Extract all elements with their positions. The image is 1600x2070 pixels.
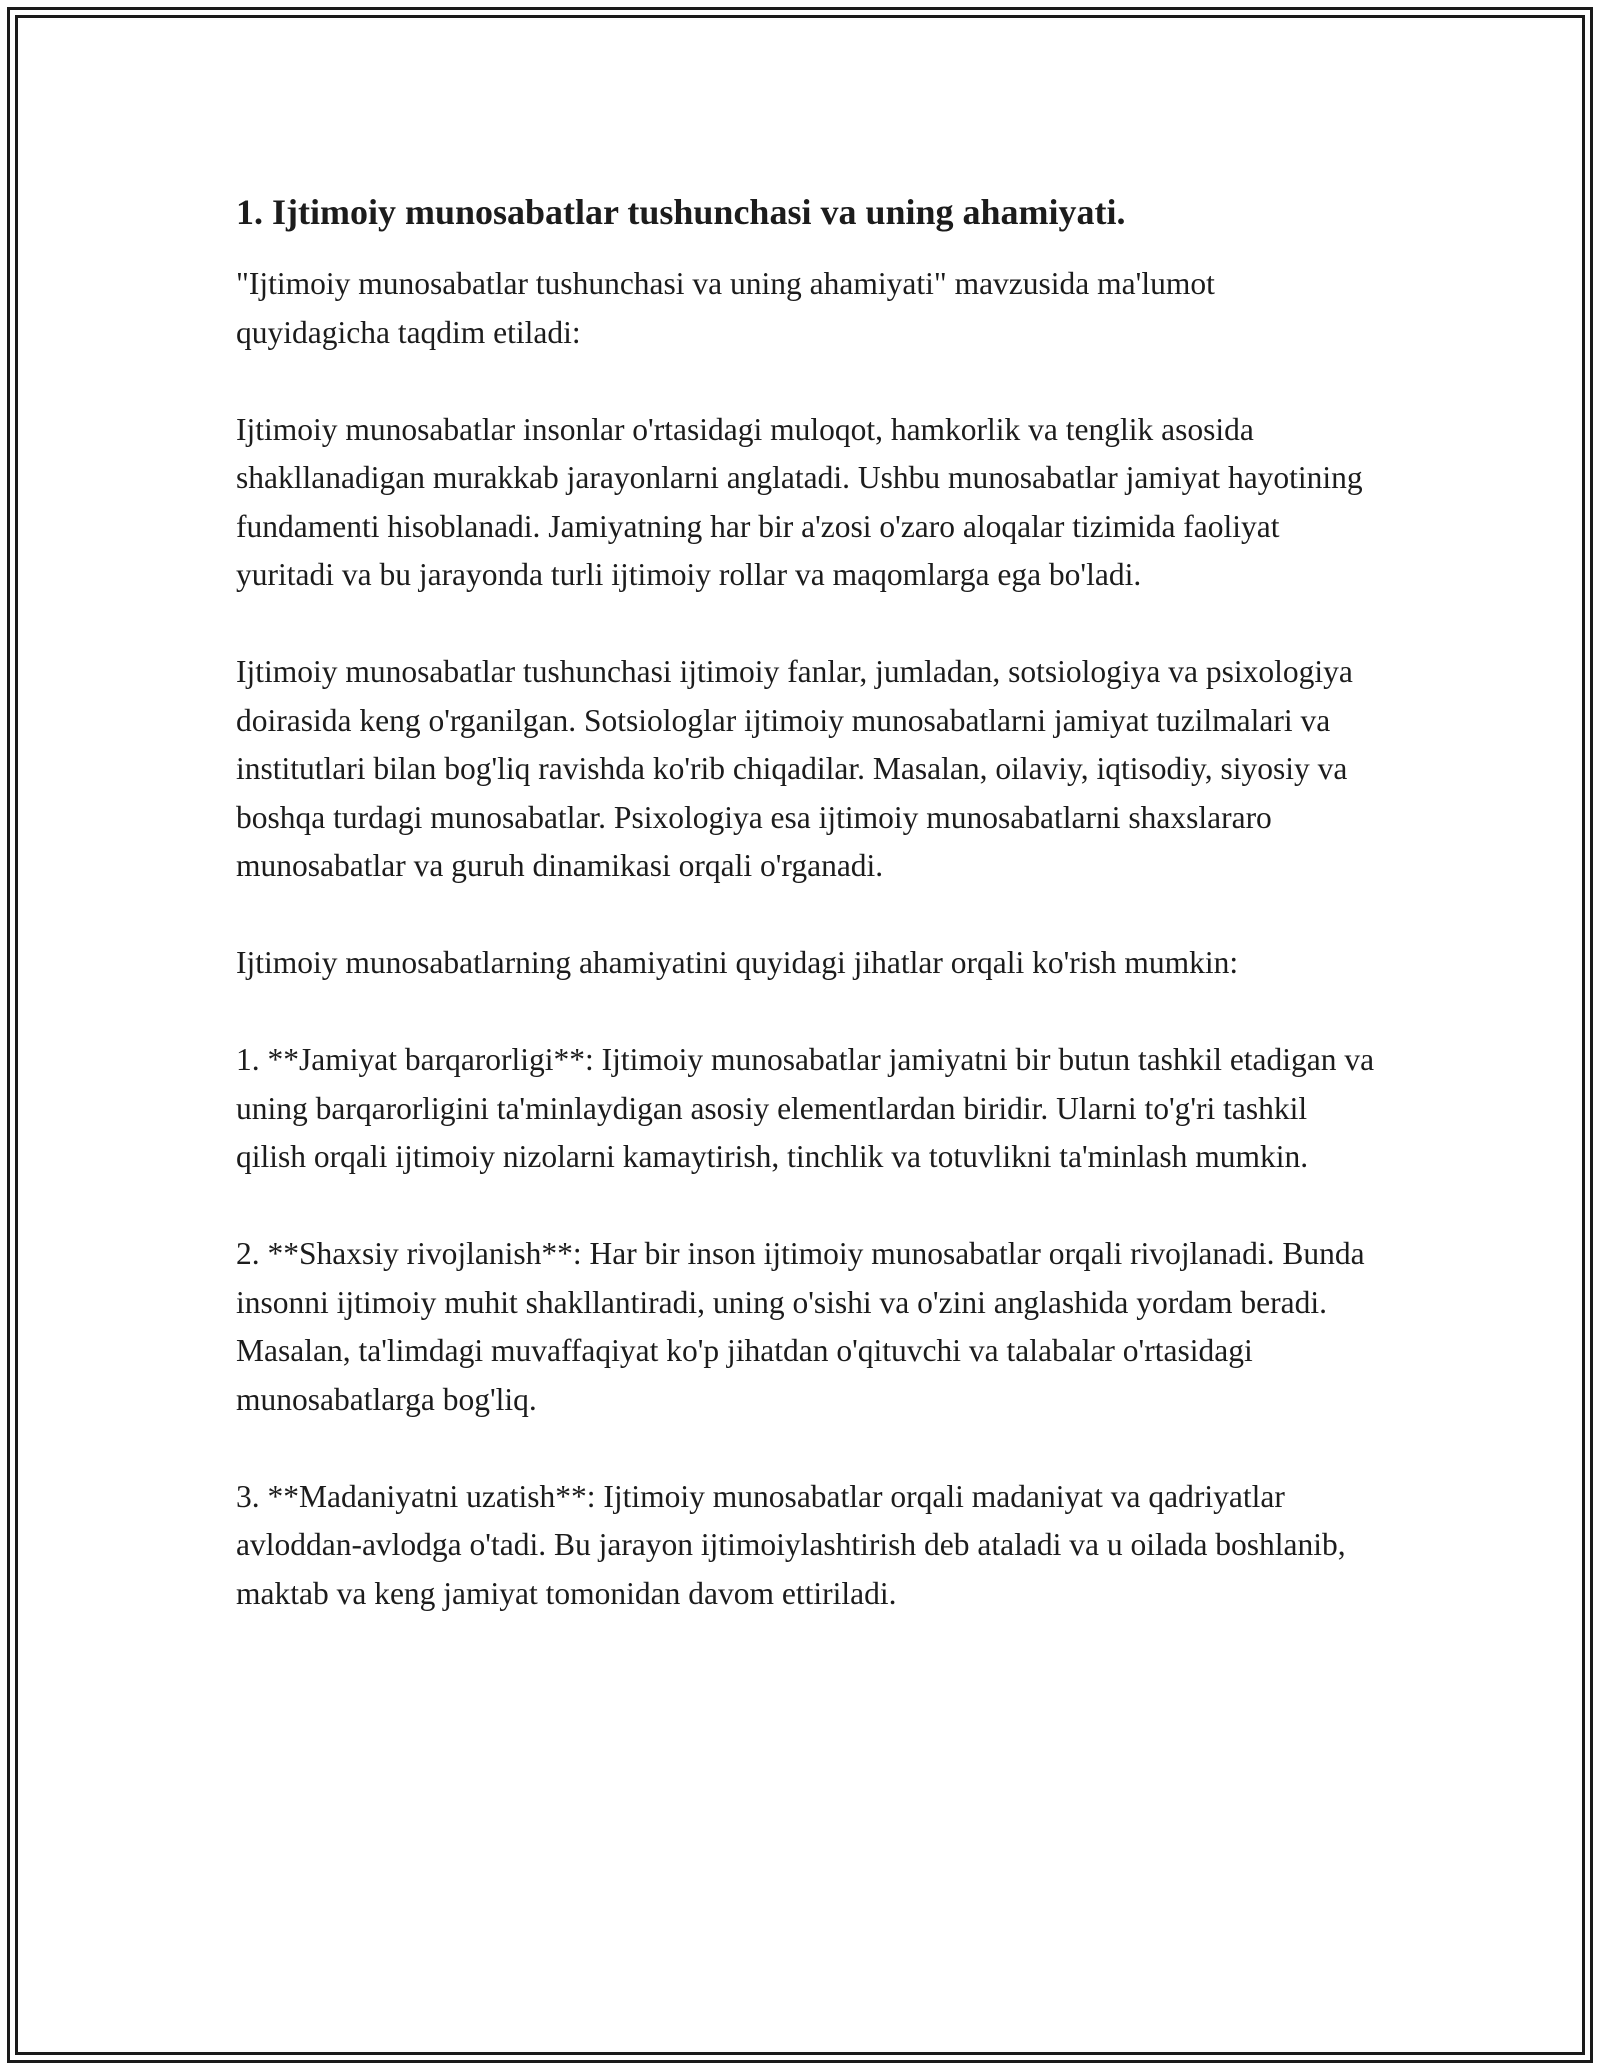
list-item-1: 1. **Jamiyat barqarorligi**: Ijtimoiy munosabatlar jamiyatni bir butun tashkil etadigan va uning barqarorligini ta'minlaydigan asosiy elementlardan biridir. Ularni to'g'ri tashkil qilish orqali ijtimoiy nizolarni kamaytirish, tinchlik va totuvlikni ta'minlash mumkin. bbox=[236, 1042, 1375, 1174]
document-title: 1. Ijtimoiy munosabatlar tushunchasi va uning ahamiyati. bbox=[236, 192, 1126, 232]
list-item-2: 2. **Shaxsiy rivojlanish**: Har bir inson ijtimoiy munosabatlar orqali rivojlanadi. Bunda insonni ijtimoiy muhit shakllantiradi, uning o'sishi va o'zini anglashida yordam beradi. Masalan, ta'limdagi muvaffaqiyat ko'p jihatdan o'qituvchi va talabalar o'rtasidagi munosabatlarga bog'liq. bbox=[236, 1236, 1365, 1417]
document-body bbox=[236, 188, 1376, 1618]
intro-paragraph: "Ijtimoiy munosabatlar tushunchasi va uning ahamiyati" mavzusida ma'lumot quyidagicha taqdim etiladi: bbox=[236, 266, 1215, 350]
concept-paragraph: Ijtimoiy munosabatlar tushunchasi ijtimoiy fanlar, jumladan, sotsiologiya va psixologiya doirasida keng o'rganilgan. Sotsiologlar ijtimoiy munosabatlarni jamiyat tuzilmalari va institutlari bilan bog'liq ravishda ko'rib chiqadilar. Masalan, oilaviy, iqtisodiy, siyosiy va boshqa turdagi munosabatlar. Psixologiya esa ijtimoiy munosabatlarni shaxslararo munosabatlar va guruh dinamikasi orqali o'rganadi. bbox=[236, 654, 1353, 883]
definition-paragraph: Ijtimoiy munosabatlar insonlar o'rtasidagi muloqot, hamkorlik va tenglik asosida shakllanadigan murakkab jarayonlarni anglatadi. Ushbu munosabatlar jamiyat hayotining fundamenti hisoblanadi. Jamiyatning har bir a'zosi o'zaro aloqalar tizimida faoliyat yuritadi va bu jarayonda turli ijtimoiy rollar va maqomlarga ega bo'ladi. bbox=[236, 411, 1363, 592]
list-item-3: 3. **Madaniyatni uzatish**: Ijtimoiy munosabatlar orqali madaniyat va qadriyatlar avloddan-avlodga o'tadi. Bu jarayon ijtimoiylashtirish deb ataladi va u oilada boshlanib, maktab va keng jamiyat tomonidan davom ettiriladi. bbox=[236, 1478, 1346, 1611]
importance-lead-paragraph: Ijtimoiy munosabatlarning ahamiyatini quyidagi jihatlar orqali ko'rish mumkin: bbox=[236, 945, 1239, 980]
